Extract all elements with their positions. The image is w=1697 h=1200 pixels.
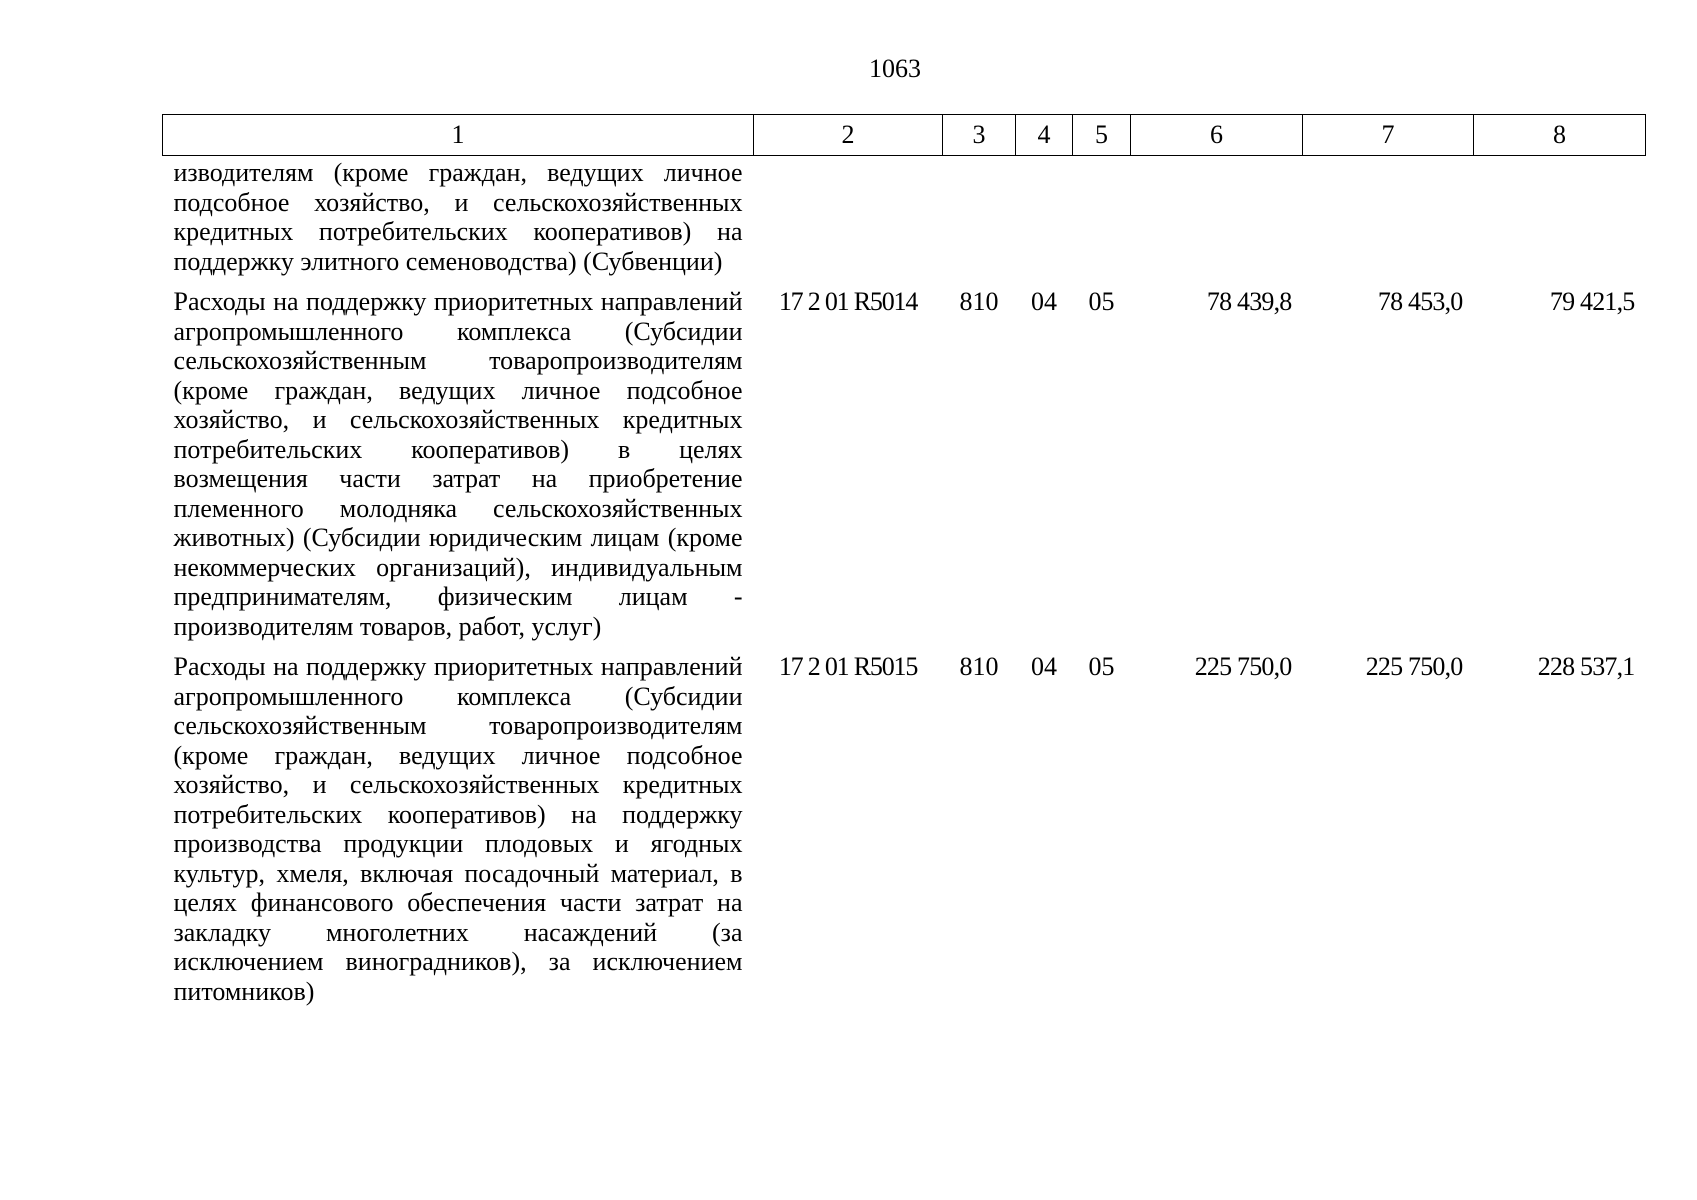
target-article-code: [754, 156, 943, 288]
subsection-code: [1073, 156, 1131, 288]
target-article-code: 17 2 01 R5015: [778, 652, 918, 681]
page-number: 1063: [869, 54, 921, 83]
expense-description: Расходы на поддержку приоритетных направлений агропромышленного комплекса (Субсидии сельскохозяйственным товаропроизводителям (кроме граждан, ведущих личное подсобное хозяйство, и сельскохозяйственных кредитных потребительских кооперативов) на поддержку производства продукции плодовых и ягодных культур, хмеля, включая посадочный материал, в целях финансового обеспечения части затрат на закладку многолетних насаждений (за исключением виноградников), за исключением питомников): [173, 652, 743, 1006]
expense-description: Расходы на поддержку приоритетных направлений агропромышленного комплекса (Субсидии сельскохозяйственным товаропроизводителям (кроме граждан, ведущих личное подсобное хозяйство, и сельскохозяйственных кредитных потребительских кооперативов) в целях возмещения части затрат на приобретение племенного молодняка сельскохозяйственных животных) (Субсидии юридическим лицам (кроме некоммерческих организаций), индивидуальным предпринимателям, физическим лицам - производителям товаров, работ, услуг): [173, 287, 743, 641]
amount-col8: 79 421,5: [1549, 287, 1635, 316]
column-header: 2: [754, 115, 943, 156]
amount-col7: [1303, 156, 1474, 288]
amount-col6: 78 439,8: [1206, 287, 1292, 316]
amount-col6: [1131, 156, 1303, 288]
column-number-header: [163, 115, 1646, 156]
section-code: [1016, 156, 1073, 288]
column-header: 8: [1474, 115, 1646, 156]
table-row: [163, 156, 1646, 288]
amount-col8: 228 537,1: [1537, 652, 1635, 681]
amount-col8: [1474, 156, 1646, 288]
column-header: 3: [943, 115, 1016, 156]
budget-table: [162, 114, 1646, 1017]
amount-col7: 78 453,0: [1377, 287, 1463, 316]
target-article-code: 17 2 01 R5014: [778, 287, 918, 316]
column-header: 7: [1303, 115, 1474, 156]
column-header: 6: [1131, 115, 1303, 156]
table-row: [163, 652, 1646, 1017]
section-code: 04: [1031, 652, 1057, 681]
amount-col6: 225 750,0: [1194, 652, 1292, 681]
expense-type-code: [943, 156, 1016, 288]
section-code: 04: [1031, 287, 1057, 316]
table-row: [163, 287, 1646, 652]
column-header: 1: [163, 115, 754, 156]
expense-type-code: 810: [959, 287, 999, 316]
subsection-code: 05: [1088, 652, 1115, 681]
column-header: 4: [1016, 115, 1073, 156]
expense-type-code: 810: [959, 652, 999, 681]
column-header: 5: [1073, 115, 1131, 156]
expense-description: изводителям (кроме граждан, ведущих личное подсобное хозяйство, и сельскохозяйственных кредитных потребительских кооперативов) на поддержку элитного семеноводства) (Субвенции): [173, 158, 743, 276]
subsection-code: 05: [1088, 287, 1115, 316]
amount-col7: 225 750,0: [1365, 652, 1463, 681]
